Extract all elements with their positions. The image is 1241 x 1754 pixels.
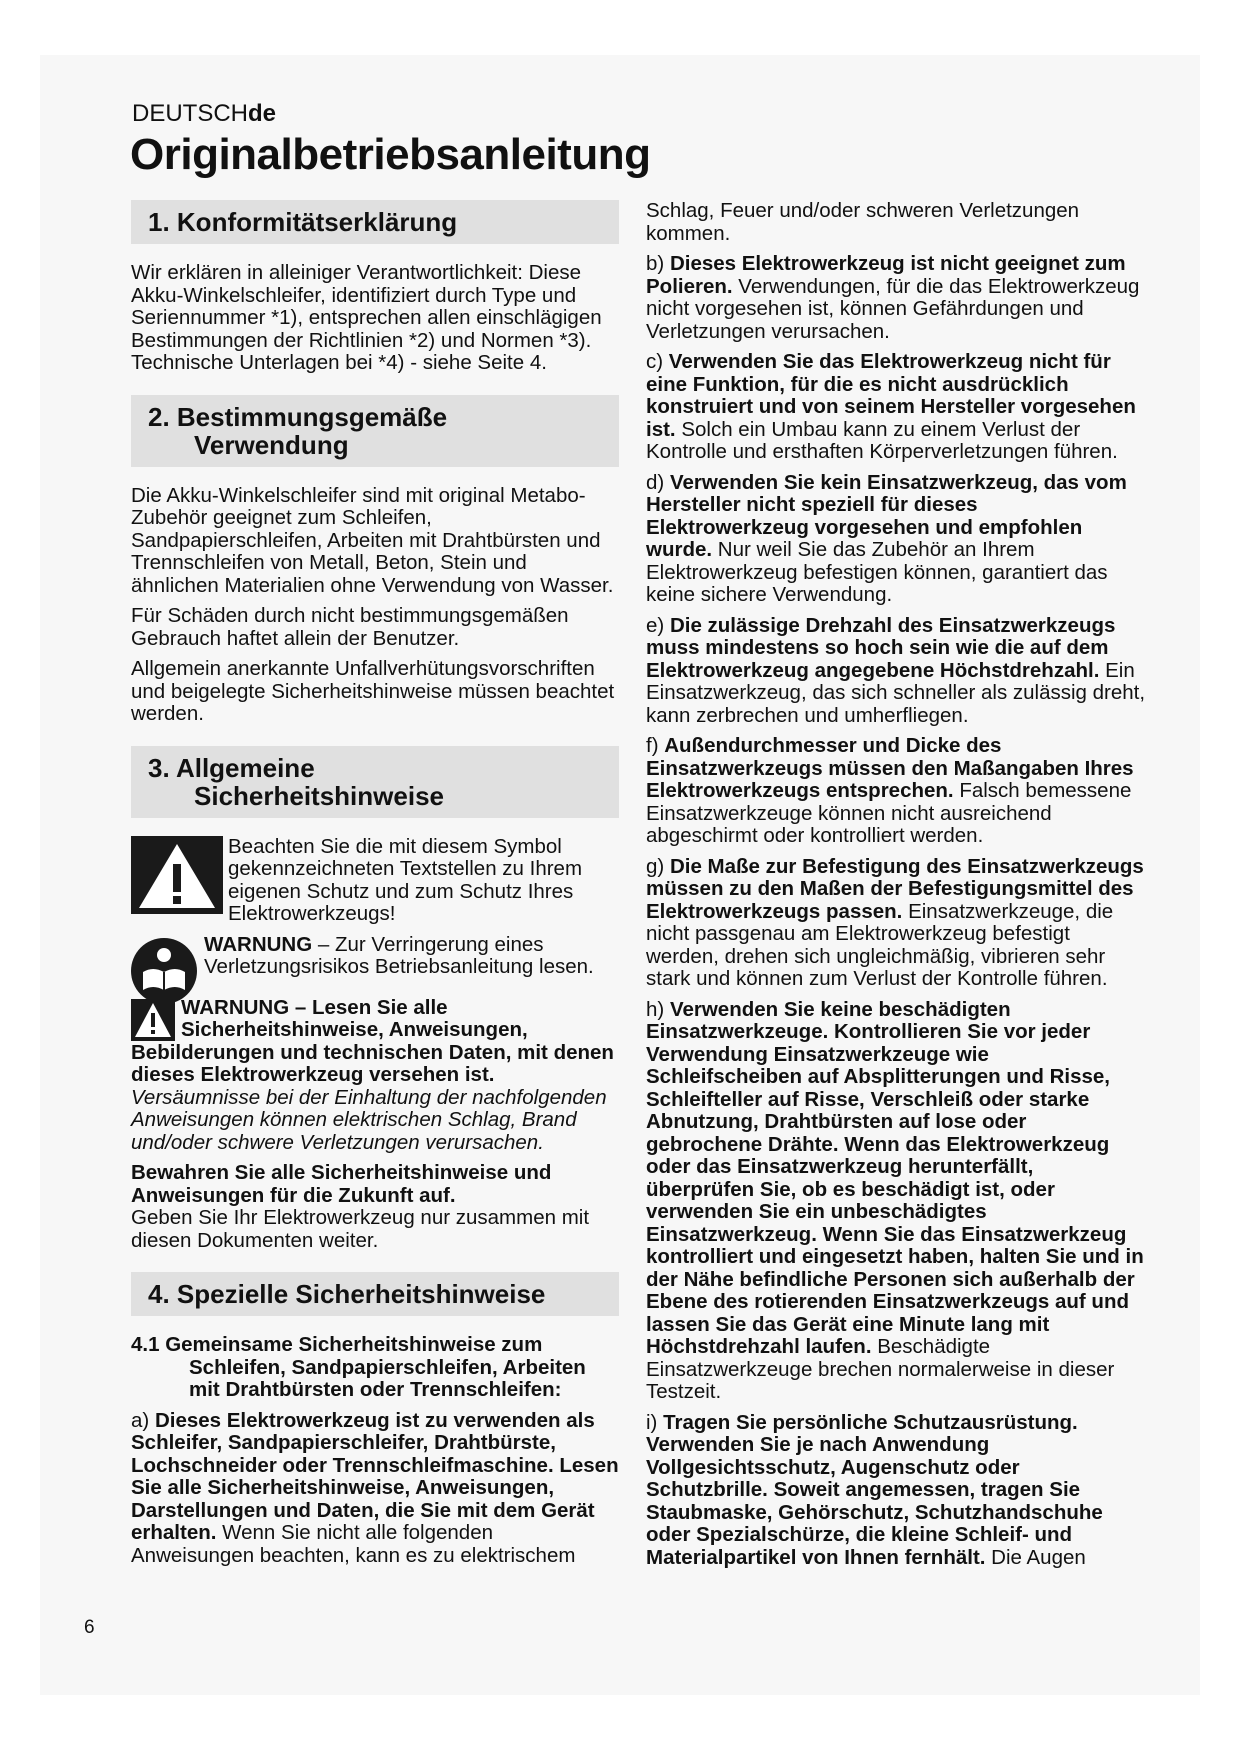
- right-column: [646, 200, 1146, 1577]
- item-d: d) Verwenden Sie kein Einsatzwerkzeug, das vom Hersteller nicht speziell für dieses Elektrowerkzeug vorgesehen und empfohlen wurde. Nur weil Sie das Zubehör an Ihrem Elektrowerkzeug befestigen können, garantiert das keine sichere Verwendung.: [646, 470, 1127, 606]
- warning-triangle-icon: [131, 999, 175, 1041]
- section-2-p3: Allgemein anerkannte Unfallverhütungsvorschriften und beigelegte Sicherheitshinweise müssen beachtet werden.: [131, 657, 615, 725]
- item-c: c) Verwenden Sie das Elektrowerkzeug nicht für eine Funktion, für die es nicht ausdrücklich konstruiert und von seinem Hersteller vorgesehen ist. Solch ein Umbau kann zu einem Verlust der Kontrolle und ersthaften Körperverletzungen führen.: [646, 350, 1136, 463]
- section-1-body: Wir erklären in alleiniger Verantwortlichkeit: Diese Akku-Winkelschleifer, identifiziert durch Type und Seriennummer *1), entsprechen allen einschlägigen Bestimmungen der Richtlinien *2) und Normen *3). Technische Unterlagen bei *4) - siehe Seite 4.: [131, 261, 602, 374]
- manual-warning-text: WARNUNG – Zur Verringerung eines Verletzungsrisikos Betriebsanleitung lesen.: [204, 932, 594, 978]
- symbol-text: Beachten Sie die mit diesem Symbol gekennzeichneten Textstellen zu Ihrem eigenen Schutz und zum Schutz Ihres Elektrowerkzeugs!: [228, 834, 583, 925]
- language-label: DEUTSCHde: [132, 100, 277, 127]
- section-2-p1: Die Akku-Winkelschleifer sind mit original Metabo-Zubehör geeignet zum Schleifen, Sandpapierschleifen, Arbeiten mit Drahtbürsten und Trennschleifen von Metall, Beton, Stein und ähnlichen Materialien ohne Verwendung von Wasser.: [131, 483, 614, 597]
- page-number: 6: [84, 1617, 95, 1638]
- read-manual-icon: [131, 938, 197, 1004]
- subsection-heading-4-1: 4.1 Gemeinsame Sicherheitshinweise zum Schleifen, Sandpapierschleifen, Arbeiten mit Drahtbürsten oder Trennschleifen:: [131, 1333, 586, 1401]
- item-a: a) Dieses Elektrowerkzeug ist zu verwenden als Schleifer, Sandpapierschleifer, Drahtbürste, Lochschneider oder Trennschleifmaschine. Lesen Sie alle Sicherheitshinweise, Anweisungen, Darstellungen und Daten, die Sie mit dem Gerät erhalten. Wenn Sie nicht alle folgenden Anweisungen beachten, kann es zu elektrischem: [131, 1408, 619, 1567]
- manual-warning: [131, 934, 619, 979]
- item-i: i) Tragen Sie persönliche Schutzausrüstung. Verwenden Sie je nach Anwendung Vollgesichtsschutz, Augenschutz oder Schutzbrille. Soweit angemessen, tragen Sie Staubmaske, Gehörschutz, Schutzhandschuhe oder Spezialschürze, die kleine Schleif- und Materialpartikel von Ihnen fernhält. Die Augen: [646, 1410, 1103, 1569]
- item-h: h) Verwenden Sie keine beschädigten Einsatzwerkzeuge. Kontrollieren Sie vor jeder Verwendung Einsatzwerkzeuge wie Schleifscheiben auf Absplitterungen und Risse, Schleifteller auf Risse, Verschleiß oder starke Abnutzung, Drahtbürsten auf lose oder gebrochene Drähte. Wenn das Elektrowerkzeug oder das Einsatzwerkzeug herunterfällt, überprüfen Sie, ob es beschädigt ist, oder verwenden Sie ein unbeschädigtes Einsatzwerkzeug. Wenn Sie das Einsatzwerkzeug kontrolliert und eingesetzt haben, halten Sie und in der Nähe befindliche Personen sich außerhalb der Ebene des rotierenden Einsatzwerkzeugs auf und lassen Sie das Gerät eine Minute lang mit Höchstdrehzahl laufen. Beschädigte Einsatzwerkzeuge brechen normalerweise in dieser Testzeit.: [646, 997, 1144, 1403]
- item-f: f) Außendurchmesser und Dicke des Einsatzwerkzeugs müssen den Maßangaben Ihres Elektrowerkzeugs entsprechen. Falsch bemessene Einsatzwerkzeuge können nicht ausreichend abgeschirmt oder kontrolliert werden.: [646, 734, 1134, 847]
- page-title: Originalbetriebsanleitung: [130, 130, 651, 179]
- section-heading-4: 4. Spezielle Sicherheitshinweise: [131, 1272, 619, 1316]
- general-warning-bold: WARNUNG – Lesen Sie alle Sicherheitshinweise, Anweisungen, Bebilderungen und technischen Daten, mit denen dieses Elektrowerkzeug versehen ist.: [131, 996, 614, 1086]
- section-heading-2: 2. Bestimmungsgemäße Verwendung: [131, 395, 619, 467]
- section-heading-1: 1. Konformitätserklärung: [131, 200, 619, 244]
- symbol-note: [131, 836, 619, 926]
- continued-text: Schlag, Feuer und/oder schweren Verletzungen kommen.: [646, 199, 1080, 245]
- general-warning-italic: Versäumnisse bei der Einhaltung der nachfolgenden Anweisungen können elektrischen Schlag, Brand und/oder schwere Verletzungen verursachen.: [131, 1085, 607, 1154]
- general-warning: [131, 997, 619, 1087]
- section-2-p2: Für Schäden durch nicht bestimmungsgemäßen Gebrauch haftet allein der Benutzer.: [131, 604, 569, 650]
- item-e: e) Die zulässige Drehzahl des Einsatzwerkzeugs muss mindestens so hoch sein wie die auf dem Elektrowerkzeug angegebene Höchstdrehzahl. Ein Einsatzwerkzeug, das sich schneller als zulässig dreht, kann zerbrechen und umherfliegen.: [646, 613, 1146, 727]
- section-heading-3: 3. Allgemeine Sicherheitshinweise: [131, 746, 619, 818]
- warning-triangle-icon: [131, 836, 223, 914]
- keep-instructions: Bewahren Sie alle Sicherheitshinweise und Anweisungen für die Zukunft auf. Geben Sie Ihr Elektrowerkzeug nur zusammen mit diesen Dokumenten weiter.: [131, 1161, 590, 1252]
- left-column: [131, 200, 619, 1575]
- item-b: b) Dieses Elektrowerkzeug ist nicht geeignet zum Polieren. Verwendungen, für die das Elektrowerkzeug nicht vorgesehen ist, können Gefährdungen und Verletzungen verursachen.: [646, 252, 1140, 343]
- item-g: g) Die Maße zur Befestigung des Einsatzwerkzeugs müssen zu den Maßen der Befestigungsmittel des Elektrowerkzeugs passen. Einsatzwerkzeuge, die nicht passgenau am Elektrowerkzeug befestigt werden, drehen sich ungleichmäßig, vibrieren sehr stark und können zum Verlust der Kontrolle führen.: [646, 854, 1144, 990]
